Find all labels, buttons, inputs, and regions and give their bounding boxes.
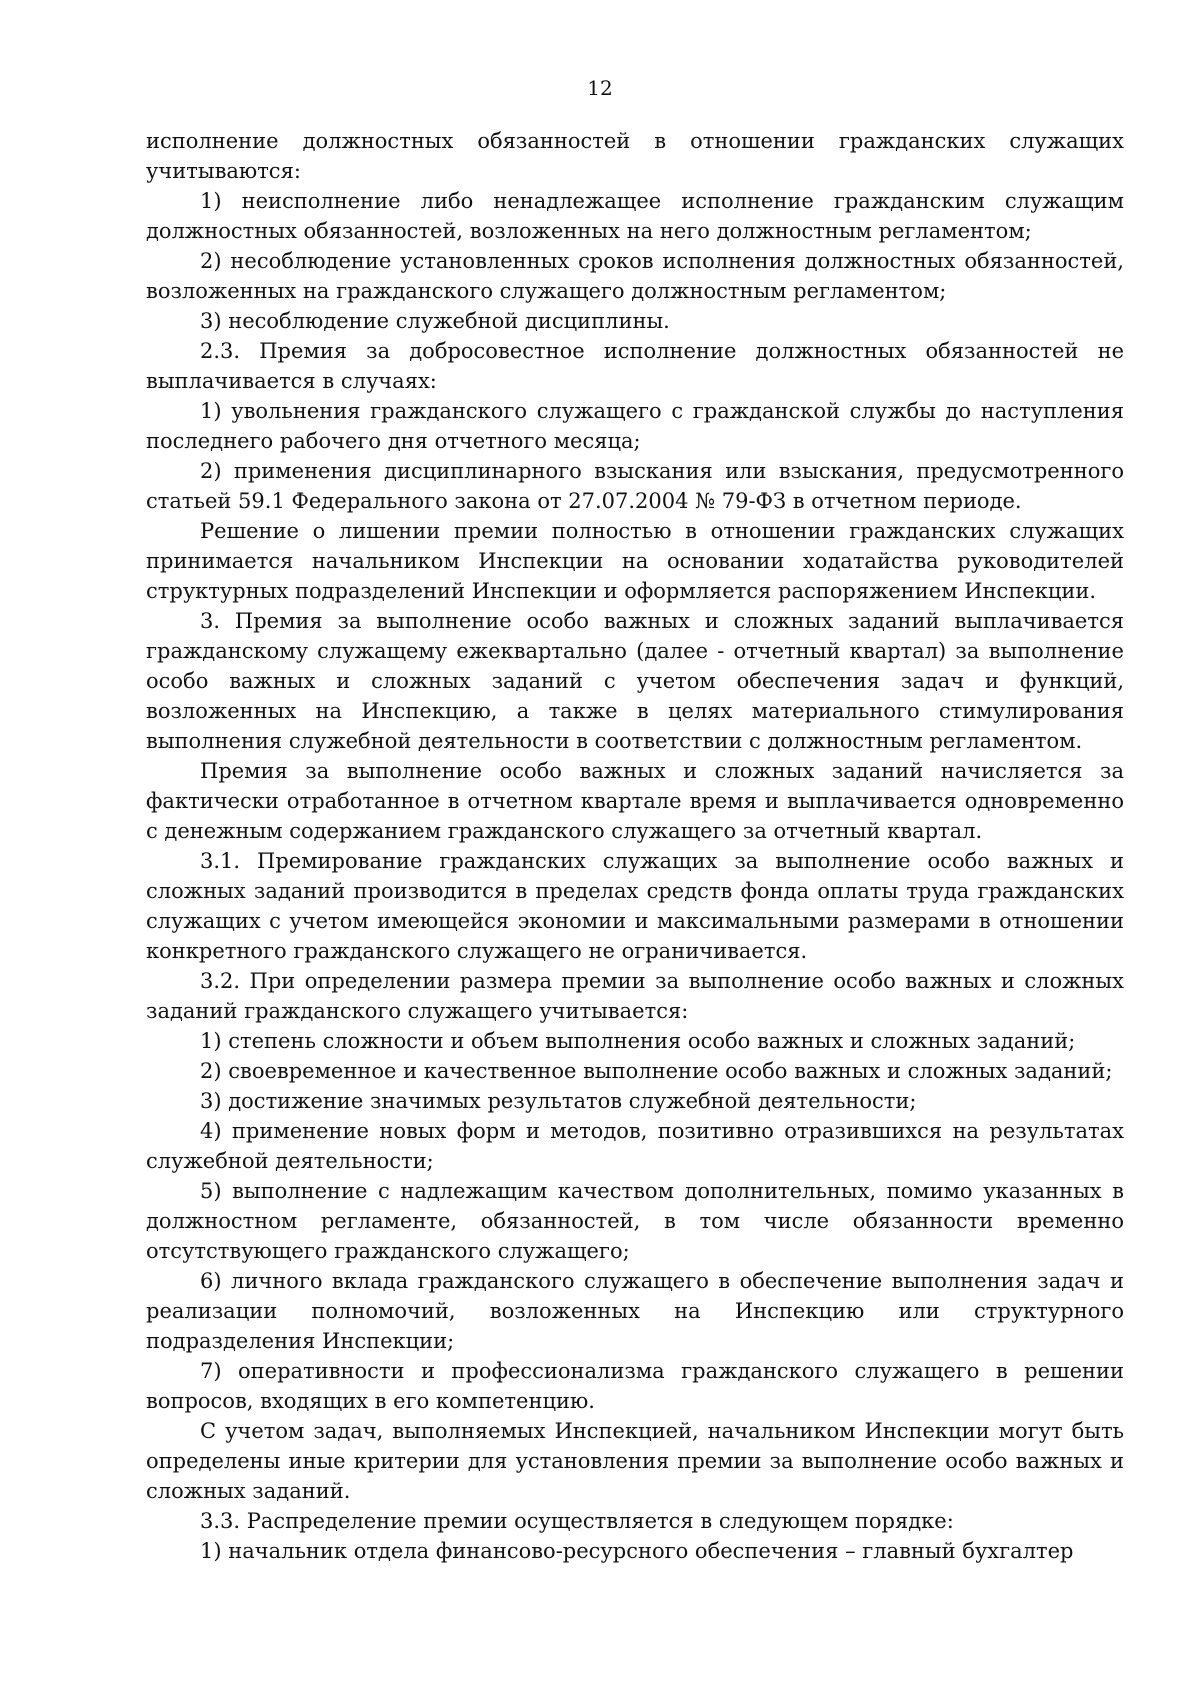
list-item-3: 3) достижение значимых результатов служебной деятельности; — [200, 1089, 917, 1113]
list-item-2: 2) несоблюдение установленных сроков исполнения должностных обязанностей, возложенных на гражданского служащего должностным регламентом; — [146, 249, 1124, 303]
section-2-3: 2.3. Премия за добросовестное исполнение должностных обязанностей не выплачивается в случаях: — [146, 339, 1124, 393]
paragraph-decision: Решение о лишении премии полностью в отношении гражданских служащих принимается начальником Инспекции на основании ходатайства руководителей структурных подразделений Инспекции и оформляется распоряжением Инспекции. — [146, 519, 1124, 603]
list-item-3: 3) несоблюдение служебной дисциплины. — [200, 309, 670, 333]
list-item-1: 1) начальник отдела финансово-ресурсного обеспечения – главный бухгалтер — [200, 1539, 1074, 1563]
paragraph-continuation: исполнение должностных обязанностей в отношении гражданских служащих учитываются: — [146, 129, 1124, 183]
document-body — [146, 126, 1124, 1566]
list-item-1: 1) увольнения гражданского служащего с гражданской службы до наступления последнего рабочего дня отчетного месяца; — [146, 399, 1124, 453]
list-item-4: 4) применение новых форм и методов, позитивно отразившихся на результатах служебной деятельности; — [146, 1119, 1124, 1173]
paragraph-other-criteria: С учетом задач, выполняемых Инспекцией, начальником Инспекции могут быть определены иные критерии для установления премии за выполнение особо важных и сложных заданий. — [146, 1419, 1124, 1503]
paragraph-bonus-accrual: Премия за выполнение особо важных и сложных заданий начисляется за фактически отработанное в отчетном квартале время и выплачивается одновременно с денежным содержанием гражданского служащего за отчетный квартал. — [146, 759, 1124, 843]
list-item-2: 2) своевременное и качественное выполнение особо важных и сложных заданий; — [200, 1059, 1113, 1083]
section-3-1: 3.1. Премирование гражданских служащих за выполнение особо важных и сложных заданий производится в пределах средств фонда оплаты труда гражданских служащих с учетом имеющейся экономии и максимальными размерами в отношении конкретного гражданского служащего не ограничивается. — [146, 849, 1124, 963]
section-3-3: 3.3. Распределение премии осуществляется в следующем порядке: — [200, 1509, 954, 1533]
list-item-2: 2) применения дисциплинарного взыскания или взыскания, предусмотренного статьей 59.1 Федерального закона от 27.07.2004 № 79-ФЗ в отчетном периоде. — [146, 459, 1124, 513]
section-3-2: 3.2. При определении размера премии за выполнение особо важных и сложных заданий гражданского служащего учитывается: — [146, 969, 1124, 1023]
list-item-7: 7) оперативности и профессионализма гражданского служащего в решении вопросов, входящих в его компетенцию. — [146, 1359, 1124, 1413]
list-item-5: 5) выполнение с надлежащим качеством дополнительных, помимо указанных в должностном регламенте, обязанностей, в том числе обязанности временно отсутствующего гражданского служащего; — [146, 1179, 1124, 1263]
list-item-1: 1) неисполнение либо ненадлежащее исполнение гражданским служащим должностных обязанностей, возложенных на него должностным регламентом; — [146, 189, 1124, 243]
page-number: 12 — [587, 76, 613, 100]
section-3: 3. Премия за выполнение особо важных и сложных заданий выплачивается гражданскому служащему ежеквартально (далее - отчетный квартал) за выполнение особо важных и сложных заданий с учетом обеспечения задач и функций, возложенных на Инспекцию, а также в целях материального стимулирования выполнения служебной деятельности в соответствии с должностным регламентом. — [146, 609, 1124, 753]
list-item-1: 1) степень сложности и объем выполнения особо важных и сложных заданий; — [200, 1029, 1076, 1053]
list-item-6: 6) личного вклада гражданского служащего в обеспечение выполнения задач и реализации полномочий, возложенных на Инспекцию или структурного подразделения Инспекции; — [146, 1269, 1124, 1353]
